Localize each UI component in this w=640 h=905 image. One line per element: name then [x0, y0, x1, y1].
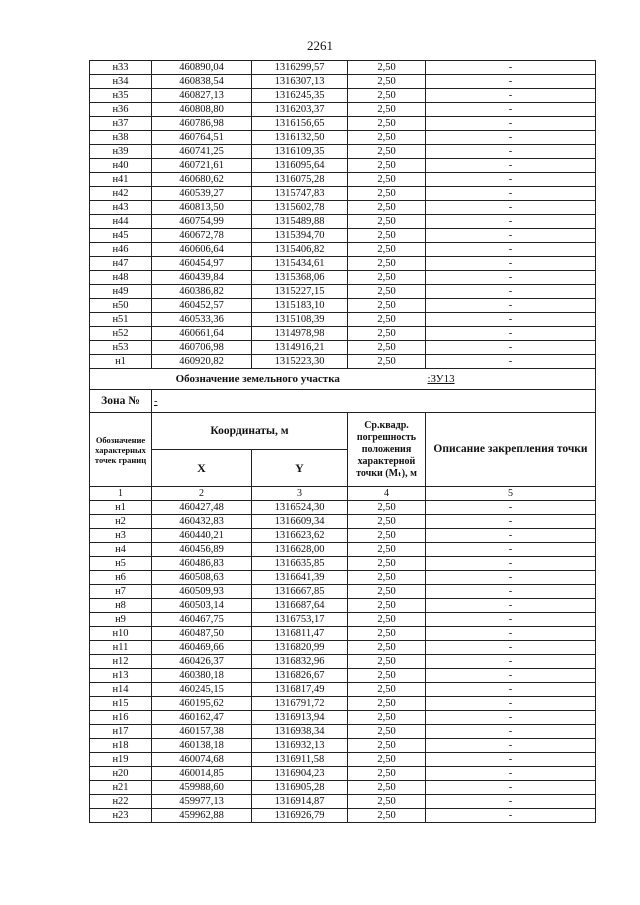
y-coordinate: 1316687,64 — [252, 599, 348, 613]
accuracy-value: 2,50 — [348, 61, 426, 75]
description-value: - — [426, 543, 596, 557]
column-number: 3 — [252, 487, 348, 501]
x-coordinate: 460503,14 — [152, 599, 252, 613]
description-value: - — [426, 61, 596, 75]
point-name: н11 — [90, 641, 152, 655]
point-name: н8 — [90, 599, 152, 613]
y-coordinate: 1316817,49 — [252, 683, 348, 697]
y-coordinate: 1316826,67 — [252, 669, 348, 683]
description-value: - — [426, 215, 596, 229]
point-name: н23 — [90, 809, 152, 823]
point-name: н17 — [90, 725, 152, 739]
description-value: - — [426, 159, 596, 173]
table-row — [90, 571, 596, 585]
point-name: н1 — [90, 501, 152, 515]
x-coordinate: 460386,82 — [152, 285, 252, 299]
accuracy-value: 2,50 — [348, 103, 426, 117]
page-number: 2261 — [307, 38, 333, 53]
point-name: н35 — [90, 89, 152, 103]
x-coordinate: 460920,82 — [152, 355, 252, 369]
point-name: н3 — [90, 529, 152, 543]
y-coordinate: 1315223,30 — [252, 355, 348, 369]
y-coordinate: 1316791,72 — [252, 697, 348, 711]
point-name: н38 — [90, 131, 152, 145]
y-coordinate: 1316075,28 — [252, 173, 348, 187]
description-value: - — [426, 641, 596, 655]
accuracy-value: 2,50 — [348, 641, 426, 655]
accuracy-value: 2,50 — [348, 327, 426, 341]
x-coordinate: 460245,15 — [152, 683, 252, 697]
x-coordinate: 460074,68 — [152, 753, 252, 767]
point-name: н40 — [90, 159, 152, 173]
x-coordinate: 460890,04 — [152, 61, 252, 75]
accuracy-value: 2,50 — [348, 271, 426, 285]
table-row — [90, 529, 596, 543]
y-coordinate: 1315434,61 — [252, 257, 348, 271]
table-row — [90, 89, 596, 103]
x-coordinate: 460380,18 — [152, 669, 252, 683]
point-name: н5 — [90, 557, 152, 571]
table-row — [90, 697, 596, 711]
point-name: н42 — [90, 187, 152, 201]
y-coordinate: 1316932,13 — [252, 739, 348, 753]
x-coordinate: 460138,18 — [152, 739, 252, 753]
x-coordinate: 460786,98 — [152, 117, 252, 131]
table-row — [90, 355, 596, 369]
description-value: - — [426, 501, 596, 515]
accuracy-value: 2,50 — [348, 529, 426, 543]
description-value: - — [426, 683, 596, 697]
x-coordinate: 460764,51 — [152, 131, 252, 145]
table-row — [90, 809, 596, 823]
x-coordinate: 460508,63 — [152, 571, 252, 585]
table-row — [90, 767, 596, 781]
y-coordinate: 1316307,13 — [252, 75, 348, 89]
y-coordinate: 1315108,39 — [252, 313, 348, 327]
y-coordinate: 1315602,78 — [252, 201, 348, 215]
description-value: - — [426, 131, 596, 145]
y-coordinate: 1316245,35 — [252, 89, 348, 103]
table-row — [90, 753, 596, 767]
y-coordinate: 1316623,62 — [252, 529, 348, 543]
table-row — [90, 711, 596, 725]
accuracy-value: 2,50 — [348, 585, 426, 599]
y-coordinate: 1316753,17 — [252, 613, 348, 627]
description-value: - — [426, 669, 596, 683]
point-name: н12 — [90, 655, 152, 669]
accuracy-value: 2,50 — [348, 243, 426, 257]
column-number: 1 — [90, 487, 152, 501]
x-coordinate: 459962,88 — [152, 809, 252, 823]
accuracy-value: 2,50 — [348, 809, 426, 823]
y-coordinate: 1316641,39 — [252, 571, 348, 585]
description-value: - — [426, 753, 596, 767]
table-row — [90, 781, 596, 795]
top-rows-section — [90, 61, 596, 369]
point-name: н7 — [90, 585, 152, 599]
point-name: н19 — [90, 753, 152, 767]
accuracy-value: 2,50 — [348, 669, 426, 683]
x-coordinate: 460813,50 — [152, 201, 252, 215]
y-coordinate: 1316913,94 — [252, 711, 348, 725]
column-number: 5 — [426, 487, 596, 501]
x-coordinate: 460432,83 — [152, 515, 252, 529]
y-coordinate: 1316914,87 — [252, 795, 348, 809]
description-value: - — [426, 585, 596, 599]
table-row — [90, 257, 596, 271]
description-value: - — [426, 781, 596, 795]
description-value: - — [426, 725, 596, 739]
description-value: - — [426, 711, 596, 725]
y-coordinate: 1316926,79 — [252, 809, 348, 823]
description-value: - — [426, 613, 596, 627]
table-row — [90, 271, 596, 285]
accuracy-value: 2,50 — [348, 257, 426, 271]
point-name: н47 — [90, 257, 152, 271]
accuracy-value: 2,50 — [348, 299, 426, 313]
x-coordinate: 460426,37 — [152, 655, 252, 669]
column-numbers-row — [90, 487, 596, 501]
y-coordinate: 1316109,35 — [252, 145, 348, 159]
column-number: 2 — [152, 487, 252, 501]
table-row — [90, 215, 596, 229]
y-coordinate: 1316820,99 — [252, 641, 348, 655]
parcel-label: Обозначение земельного участка — [90, 369, 426, 390]
accuracy-value: 2,50 — [348, 655, 426, 669]
x-coordinate: 460456,89 — [152, 543, 252, 557]
table-row — [90, 61, 596, 75]
description-value: - — [426, 599, 596, 613]
table-row — [90, 543, 596, 557]
point-name: н45 — [90, 229, 152, 243]
x-coordinate: 460827,13 — [152, 89, 252, 103]
y-coordinate: 1316938,34 — [252, 725, 348, 739]
description-value: - — [426, 739, 596, 753]
point-name: н48 — [90, 271, 152, 285]
table-row — [90, 285, 596, 299]
accuracy-value: 2,50 — [348, 501, 426, 515]
x-coordinate: 460754,99 — [152, 215, 252, 229]
header-coordinates: Координаты, м — [152, 413, 348, 450]
description-value: - — [426, 697, 596, 711]
y-coordinate: 1316609,34 — [252, 515, 348, 529]
accuracy-value: 2,50 — [348, 201, 426, 215]
x-coordinate: 460487,50 — [152, 627, 252, 641]
description-value: - — [426, 285, 596, 299]
zone-value: - — [152, 390, 596, 413]
point-name: н44 — [90, 215, 152, 229]
point-name: н9 — [90, 613, 152, 627]
y-coordinate: 1316811,47 — [252, 627, 348, 641]
x-coordinate: 460680,62 — [152, 173, 252, 187]
table-row — [90, 341, 596, 355]
table-row — [90, 229, 596, 243]
y-coordinate: 1316203,37 — [252, 103, 348, 117]
point-name: н10 — [90, 627, 152, 641]
table-row — [90, 501, 596, 515]
y-coordinate: 1316524,30 — [252, 501, 348, 515]
table-row — [90, 75, 596, 89]
zone-label: Зона № — [90, 390, 152, 413]
point-name: н46 — [90, 243, 152, 257]
zone-row — [90, 390, 596, 413]
x-coordinate: 460439,84 — [152, 271, 252, 285]
table-row — [90, 669, 596, 683]
point-name: н33 — [90, 61, 152, 75]
x-coordinate: 460838,54 — [152, 75, 252, 89]
description-value: - — [426, 299, 596, 313]
accuracy-value: 2,50 — [348, 767, 426, 781]
table-row — [90, 187, 596, 201]
table-row — [90, 557, 596, 571]
parcel-value: :ЗУ13 — [426, 369, 596, 390]
description-value: - — [426, 75, 596, 89]
x-coordinate: 460606,64 — [152, 243, 252, 257]
accuracy-value: 2,50 — [348, 229, 426, 243]
accuracy-value: 2,50 — [348, 683, 426, 697]
point-name: н51 — [90, 313, 152, 327]
x-coordinate: 460741,25 — [152, 145, 252, 159]
accuracy-value: 2,50 — [348, 753, 426, 767]
description-value: - — [426, 655, 596, 669]
description-value: - — [426, 229, 596, 243]
table-row — [90, 613, 596, 627]
table-row — [90, 327, 596, 341]
table-row — [90, 131, 596, 145]
description-value: - — [426, 173, 596, 187]
y-coordinate: 1316095,64 — [252, 159, 348, 173]
coordinates-table — [89, 60, 596, 823]
table-row — [90, 795, 596, 809]
description-value: - — [426, 257, 596, 271]
point-name: н37 — [90, 117, 152, 131]
accuracy-value: 2,50 — [348, 795, 426, 809]
accuracy-value: 2,50 — [348, 341, 426, 355]
point-name: н50 — [90, 299, 152, 313]
table-row — [90, 159, 596, 173]
y-coordinate: 1316904,23 — [252, 767, 348, 781]
accuracy-value: 2,50 — [348, 313, 426, 327]
table-row — [90, 585, 596, 599]
y-coordinate: 1316628,00 — [252, 543, 348, 557]
description-value: - — [426, 341, 596, 355]
point-name: н52 — [90, 327, 152, 341]
description-value: - — [426, 103, 596, 117]
point-name: н43 — [90, 201, 152, 215]
description-value: - — [426, 627, 596, 641]
point-name: н34 — [90, 75, 152, 89]
description-value: - — [426, 809, 596, 823]
point-name: н16 — [90, 711, 152, 725]
accuracy-value: 2,50 — [348, 89, 426, 103]
accuracy-value: 2,50 — [348, 515, 426, 529]
description-value: - — [426, 355, 596, 369]
accuracy-value: 2,50 — [348, 627, 426, 641]
accuracy-value: 2,50 — [348, 75, 426, 89]
y-coordinate: 1316911,58 — [252, 753, 348, 767]
x-coordinate: 460533,36 — [152, 313, 252, 327]
y-coordinate: 1316156,65 — [252, 117, 348, 131]
table-row — [90, 739, 596, 753]
y-coordinate: 1316667,85 — [252, 585, 348, 599]
y-coordinate: 1316832,96 — [252, 655, 348, 669]
description-value: - — [426, 515, 596, 529]
description-value: - — [426, 327, 596, 341]
accuracy-value: 2,50 — [348, 557, 426, 571]
table-row — [90, 655, 596, 669]
x-coordinate: 460706,98 — [152, 341, 252, 355]
accuracy-value: 2,50 — [348, 173, 426, 187]
table-row — [90, 299, 596, 313]
table-row — [90, 145, 596, 159]
point-name: н13 — [90, 669, 152, 683]
accuracy-value: 2,50 — [348, 725, 426, 739]
y-coordinate: 1316905,28 — [252, 781, 348, 795]
description-value: - — [426, 313, 596, 327]
description-value: - — [426, 187, 596, 201]
table-row — [90, 515, 596, 529]
x-coordinate: 460162,47 — [152, 711, 252, 725]
x-coordinate: 459988,60 — [152, 781, 252, 795]
accuracy-value: 2,50 — [348, 613, 426, 627]
y-coordinate: 1314916,21 — [252, 341, 348, 355]
column-number: 4 — [348, 487, 426, 501]
x-coordinate: 460195,62 — [152, 697, 252, 711]
accuracy-value: 2,50 — [348, 711, 426, 725]
point-name: н18 — [90, 739, 152, 753]
accuracy-value: 2,50 — [348, 697, 426, 711]
accuracy-value: 2,50 — [348, 215, 426, 229]
accuracy-value: 2,50 — [348, 781, 426, 795]
point-name: н49 — [90, 285, 152, 299]
description-value: - — [426, 557, 596, 571]
bottom-rows-section — [90, 501, 596, 823]
accuracy-value: 2,50 — [348, 543, 426, 557]
accuracy-value: 2,50 — [348, 159, 426, 173]
description-value: - — [426, 271, 596, 285]
y-coordinate: 1315227,15 — [252, 285, 348, 299]
description-value: - — [426, 571, 596, 585]
header-description: Описание закрепления точки — [426, 413, 596, 487]
x-coordinate: 460440,21 — [152, 529, 252, 543]
x-coordinate: 460454,97 — [152, 257, 252, 271]
table-row — [90, 313, 596, 327]
x-coordinate: 460486,83 — [152, 557, 252, 571]
x-coordinate: 460469,66 — [152, 641, 252, 655]
parcel-section — [90, 369, 596, 413]
x-coordinate: 460539,27 — [152, 187, 252, 201]
description-value: - — [426, 117, 596, 131]
point-name: н41 — [90, 173, 152, 187]
accuracy-value: 2,50 — [348, 355, 426, 369]
x-coordinate: 460157,38 — [152, 725, 252, 739]
table-row — [90, 201, 596, 215]
accuracy-value: 2,50 — [348, 571, 426, 585]
table-row — [90, 103, 596, 117]
x-coordinate: 460014,85 — [152, 767, 252, 781]
x-coordinate: 460452,57 — [152, 299, 252, 313]
x-coordinate: 460509,93 — [152, 585, 252, 599]
y-coordinate: 1315394,70 — [252, 229, 348, 243]
table-row — [90, 243, 596, 257]
accuracy-value: 2,50 — [348, 187, 426, 201]
accuracy-value: 2,50 — [348, 117, 426, 131]
x-coordinate: 460427,48 — [152, 501, 252, 515]
point-name: н6 — [90, 571, 152, 585]
table-row — [90, 683, 596, 697]
point-name: н1 — [90, 355, 152, 369]
x-coordinate: 459977,13 — [152, 795, 252, 809]
y-coordinate: 1315183,10 — [252, 299, 348, 313]
accuracy-value: 2,50 — [348, 739, 426, 753]
table-row — [90, 599, 596, 613]
accuracy-value: 2,50 — [348, 145, 426, 159]
accuracy-value: 2,50 — [348, 131, 426, 145]
x-coordinate: 460467,75 — [152, 613, 252, 627]
point-name: н53 — [90, 341, 152, 355]
header-accuracy: Ср.квадр. погрешность положения характерной точки (Mₜ), м — [348, 413, 426, 487]
y-coordinate: 1316132,50 — [252, 131, 348, 145]
y-coordinate: 1315406,82 — [252, 243, 348, 257]
y-coordinate: 1314978,98 — [252, 327, 348, 341]
description-value: - — [426, 767, 596, 781]
y-coordinate: 1316635,85 — [252, 557, 348, 571]
table-row — [90, 627, 596, 641]
accuracy-value: 2,50 — [348, 599, 426, 613]
x-coordinate: 460672,78 — [152, 229, 252, 243]
point-name: н15 — [90, 697, 152, 711]
header-point-designation: Обозначение характерных точек границ — [90, 413, 152, 487]
y-coordinate: 1316299,57 — [252, 61, 348, 75]
table-row — [90, 173, 596, 187]
table-row — [90, 641, 596, 655]
header-y: Y — [252, 450, 348, 487]
y-coordinate: 1315368,06 — [252, 271, 348, 285]
description-value: - — [426, 89, 596, 103]
x-coordinate: 460661,64 — [152, 327, 252, 341]
point-name: н2 — [90, 515, 152, 529]
point-name: н36 — [90, 103, 152, 117]
point-name: н20 — [90, 767, 152, 781]
description-value: - — [426, 795, 596, 809]
point-name: н22 — [90, 795, 152, 809]
x-coordinate: 460808,80 — [152, 103, 252, 117]
description-value: - — [426, 145, 596, 159]
table-header — [90, 413, 596, 501]
accuracy-value: 2,50 — [348, 285, 426, 299]
table-row — [90, 117, 596, 131]
point-name: н21 — [90, 781, 152, 795]
point-name: н4 — [90, 543, 152, 557]
point-name: н14 — [90, 683, 152, 697]
description-value: - — [426, 201, 596, 215]
table-row — [90, 725, 596, 739]
point-name: н39 — [90, 145, 152, 159]
header-x: X — [152, 450, 252, 487]
description-value: - — [426, 529, 596, 543]
y-coordinate: 1315489,88 — [252, 215, 348, 229]
description-value: - — [426, 243, 596, 257]
y-coordinate: 1315747,83 — [252, 187, 348, 201]
parcel-row — [90, 369, 596, 390]
x-coordinate: 460721,61 — [152, 159, 252, 173]
